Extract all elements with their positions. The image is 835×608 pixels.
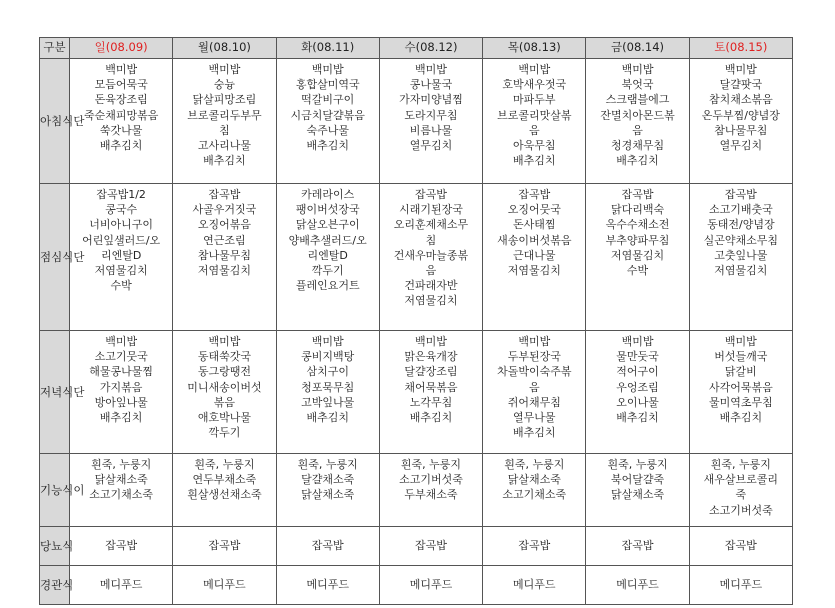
menu-item: 노각무침 [409, 395, 453, 409]
menu-item: 음 [528, 380, 540, 394]
menu-item: 홍합살미역국 [295, 78, 360, 92]
menu-item: 동태쑥갓국 [197, 350, 251, 364]
row-label-line: 아침 [40, 114, 63, 128]
menu-item: 옥수수채소전 [605, 218, 670, 232]
day-sat-header: 토(08.15) [689, 38, 792, 59]
menu-item: 저염물김치 [404, 294, 458, 308]
menu-item: 참치채소볶음 [708, 93, 773, 107]
menu-item: 양배추샐러드/오 [288, 233, 367, 247]
breakfast-row [40, 59, 793, 184]
menu-item: 백미밥 [724, 335, 757, 348]
row-label-line: 식이 [62, 483, 85, 497]
menu-item: 메디푸드 [99, 578, 143, 592]
menu-item: 닭살오븐구이 [295, 218, 360, 232]
diabetic-mon-cell [173, 527, 276, 566]
lunch-mon-cell [173, 184, 276, 331]
menu-item: 콩나물국 [409, 78, 453, 92]
menu-item: 리엔탈D [307, 248, 348, 262]
menu-item: 해물콩나물찜 [89, 365, 154, 379]
diabetic-row-label [40, 527, 74, 566]
menu-item: 침 [425, 233, 437, 247]
lunch-tue-cell [276, 184, 379, 331]
menu-item: 배추김치 [409, 411, 453, 425]
menu-item: 메디푸드 [513, 578, 556, 592]
menu-item: 실곤약채소무침 [703, 233, 779, 247]
menu-item: 건파래자반 [404, 279, 458, 293]
menu-item: 닭살피망조림 [192, 93, 257, 107]
menu-item: 흰죽, 누룽지 [400, 458, 462, 471]
menu-item: 너비아니구이 [89, 218, 154, 232]
diabetic-sat-cell [689, 527, 792, 566]
menu-item: 저염물김치 [507, 264, 561, 278]
lunch-wed-cell [379, 184, 482, 331]
menu-item: 숙주나물 [306, 123, 349, 137]
menu-item: 플레인요거트 [295, 279, 360, 293]
menu-item: 카레라이스 [301, 188, 355, 201]
menu-item: 고박잎나물 [301, 395, 355, 409]
breakfast-wed-cell [379, 59, 482, 184]
lunch-sun-cell [70, 184, 173, 331]
menu-item: 동태전/양념장 [707, 218, 775, 232]
menu-item: 백미밥 [724, 63, 757, 76]
breakfast-fri-cell [586, 59, 689, 184]
menu-item: 흰죽, 누룽지 [504, 458, 565, 471]
menu-item: 배추김치 [306, 139, 349, 153]
row-label-line: 식 [62, 578, 74, 592]
row-label-line: 식단 [62, 385, 85, 399]
menu-item: 백미밥 [311, 63, 344, 76]
menu-item: 소고기버섯죽 [399, 473, 463, 487]
menu-item: 배추김치 [719, 411, 763, 425]
menu-item: 저염물김치 [610, 248, 665, 262]
menu-item: 백미밥 [105, 63, 138, 76]
row-label-line: 식 [62, 539, 74, 553]
row-label-line: 당뇨 [40, 539, 63, 553]
menu-item: 메디푸드 [409, 578, 453, 592]
menu-item: 소고기채소죽 [502, 488, 567, 502]
menu-body [40, 59, 793, 605]
menu-item: 죽 [735, 488, 747, 502]
menu-item: 소고기채소죽 [89, 488, 154, 502]
menu-item: 닭갈비 [724, 365, 757, 379]
menu-item: 백미밥 [518, 335, 551, 348]
weekly-meal-table [39, 37, 793, 605]
row-label-line: 저녁 [40, 385, 63, 399]
breakfast-sat-cell [689, 59, 792, 184]
menu-item: 연근조림 [203, 233, 246, 247]
menu-item: 새우살브로콜리 [703, 473, 779, 487]
menu-item: 쥐어채무침 [507, 395, 561, 409]
diabetic-sun-cell [70, 527, 173, 566]
menu-item: 잡곡밥 [415, 539, 447, 553]
soft-thu-cell [483, 454, 586, 527]
menu-item: 시래기된장국 [399, 203, 463, 217]
menu-item: 닭살채소죽 [610, 488, 665, 502]
menu-item: 흰죽, 누룽지 [194, 458, 255, 471]
menu-item: 가자미양념찜 [399, 93, 463, 107]
menu-item: 닭다리백숙 [610, 203, 665, 217]
menu-item: 열무김치 [409, 139, 453, 153]
menu-item: 콩국수 [105, 203, 138, 217]
menu-item: 숭늉 [213, 78, 236, 92]
day-wed-header: 수(08.12) [379, 38, 482, 59]
menu-item: 적어구이 [616, 365, 659, 379]
menu-item: 배추김치 [306, 411, 349, 425]
menu-item: 저염물김치 [94, 264, 148, 278]
row-label-line: 기능 [40, 483, 63, 497]
soft-sun-cell [70, 454, 173, 527]
menu-item: 닭살채소죽 [507, 473, 561, 487]
menu-item: 달걀채소죽 [301, 473, 355, 487]
menu-item: 배추김치 [513, 426, 556, 440]
menu-item: 두부채소죽 [404, 488, 458, 502]
menu-item: 배추김치 [99, 411, 143, 425]
menu-item: 메디푸드 [616, 578, 659, 592]
menu-item: 소고기버섯죽 [708, 503, 773, 517]
dinner-row-label [40, 331, 85, 454]
menu-item: 흰죽, 누룽지 [297, 458, 358, 471]
menu-item: 스크램블에그 [605, 93, 670, 107]
menu-item: 가지볶음 [99, 380, 143, 394]
menu-item: 백미밥 [208, 335, 241, 348]
menu-item: 미니새송이버섯 [187, 380, 262, 394]
tube-sun-cell [70, 566, 173, 605]
menu-item: 오징어뭇국 [507, 203, 561, 217]
lunch-fri-cell [586, 184, 689, 331]
day-tue-header: 화(08.11) [276, 38, 379, 59]
menu-item: 사골우거짓국 [192, 203, 257, 217]
tube-sat-cell [689, 566, 792, 605]
dinner-sat-cell [689, 331, 792, 454]
menu-item: 잡곡밥 [208, 188, 241, 201]
menu-item: 저염물김치 [714, 264, 768, 278]
row-label-line: 경관 [40, 578, 63, 592]
menu-item: 브로콜리맛살볶 [497, 108, 572, 122]
menu-item: 맑은육개장 [404, 350, 458, 364]
menu-item: 잡곡밥 [415, 188, 447, 201]
menu-item: 동그랑땡전 [197, 365, 251, 379]
menu-item: 백미밥 [415, 63, 447, 76]
menu-item: 쑥갓나물 [99, 123, 143, 137]
breakfast-sun-cell [70, 59, 173, 184]
tube-tue-cell [276, 566, 379, 605]
menu-item: 돈육장조림 [94, 93, 148, 107]
menu-item: 콩비지백탕 [301, 350, 355, 364]
dinner-mon-cell [173, 331, 276, 454]
menu-item: 부추양파무침 [605, 233, 670, 247]
menu-item: 배추김치 [99, 139, 143, 153]
menu-item: 오이나물 [616, 395, 659, 409]
menu-item: 흰살생선채소죽 [187, 488, 262, 502]
menu-item: 음 [632, 123, 643, 137]
menu-item: 배추김치 [616, 154, 659, 168]
menu-item: 흰죽, 누룽지 [607, 458, 668, 471]
menu-item: 돈사태찜 [513, 218, 556, 232]
menu-item: 잡곡밥1/2 [96, 188, 146, 201]
menu-item: 침 [219, 123, 230, 137]
menu-item: 백미밥 [415, 335, 447, 348]
menu-item: 두부된장국 [507, 350, 561, 364]
menu-item: 사각어묵볶음 [708, 380, 773, 394]
menu-item: 비름나물 [409, 123, 453, 137]
menu-item: 백미밥 [518, 63, 551, 76]
menu-item: 팽이버섯장국 [295, 203, 360, 217]
breakfast-tue-cell [276, 59, 379, 184]
lunch-thu-cell [483, 184, 586, 331]
menu-item: 음 [425, 264, 437, 278]
day-thu-header: 목(08.13) [483, 38, 586, 59]
dinner-sun-cell [70, 331, 173, 454]
menu-item: 북어달걀죽 [610, 473, 665, 487]
menu-item: 백미밥 [208, 63, 241, 76]
menu-item: 메디푸드 [719, 578, 763, 592]
menu-item: 잡곡밥 [208, 539, 241, 553]
tube-thu-cell [483, 566, 586, 605]
menu-item: 청경채무침 [610, 139, 665, 153]
menu-item: 오리훈제채소무 [393, 218, 469, 232]
menu-item: 떡갈비구이 [301, 93, 355, 107]
dinner-wed-cell [379, 331, 482, 454]
menu-item: 마파두부 [513, 93, 556, 107]
menu-item: 깍두기 [208, 426, 241, 440]
menu-item: 북엇국 [621, 78, 654, 92]
menu-item: 차돌박이숙주볶 [497, 365, 572, 379]
lunch-row [40, 184, 793, 331]
menu-item: 흰죽, 누룽지 [91, 458, 152, 471]
menu-item: 달걀팟국 [719, 78, 763, 92]
breakfast-row-label [40, 59, 85, 184]
menu-item: 깍두기 [311, 264, 344, 278]
menu-item: 열무김치 [719, 139, 763, 153]
menu-item: 수박 [626, 264, 649, 278]
menu-item: 오징어볶음 [197, 218, 251, 232]
lunch-row-label [40, 184, 85, 331]
row-label-line: 식단 [62, 114, 85, 128]
day-fri-header: 금(08.14) [586, 38, 689, 59]
menu-item: 시금치달걀볶음 [290, 108, 365, 122]
menu-item: 연두부채소죽 [192, 473, 257, 487]
soft-sat-cell [689, 454, 792, 527]
menu-item: 모듬어묵국 [94, 78, 148, 92]
dinner-tue-cell [276, 331, 379, 454]
menu-item: 잡곡밥 [724, 539, 757, 553]
menu-item: 배추김치 [203, 154, 246, 168]
menu-item: 백미밥 [311, 335, 344, 348]
menu-item: 온두부찜/양념장 [701, 108, 780, 122]
menu-item: 건새우마늘종볶 [393, 248, 469, 262]
menu-item: 리엔탈D [100, 248, 142, 262]
menu-item: 닭살채소죽 [94, 473, 148, 487]
menu-item: 방아잎나물 [94, 395, 148, 409]
menu-item: 닭살채소죽 [301, 488, 355, 502]
row-label-line: 식단 [62, 250, 85, 264]
menu-item: 고사리나물 [197, 139, 251, 153]
menu-item: 어린잎샐러드/오 [82, 233, 161, 247]
soft-row [40, 454, 793, 527]
menu-item: 배추김치 [513, 154, 556, 168]
menu-item: 참나물무침 [197, 248, 251, 262]
menu-item: 잡곡밥 [621, 539, 654, 553]
row-label-line: 점심 [40, 250, 63, 264]
menu-item: 잡곡밥 [621, 188, 654, 201]
diabetic-wed-cell [379, 527, 482, 566]
dinner-fri-cell [586, 331, 689, 454]
soft-row-label [40, 454, 85, 527]
menu-item: 물만둣국 [616, 350, 659, 364]
diabetic-fri-cell [586, 527, 689, 566]
menu-item: 잡곡밥 [518, 188, 551, 201]
menu-item: 근대나물 [513, 248, 556, 262]
header-label: 구분 [40, 38, 70, 59]
menu-item: 잡곡밥 [724, 188, 757, 201]
menu-item: 청포묵무침 [301, 380, 355, 394]
tube-row [40, 566, 793, 605]
menu-item: 고춧잎나물 [714, 248, 768, 262]
diabetic-thu-cell [483, 527, 586, 566]
menu-item: 소고기배춧국 [708, 203, 773, 217]
breakfast-mon-cell [173, 59, 276, 184]
tube-wed-cell [379, 566, 482, 605]
day-mon-header: 월(08.10) [173, 38, 276, 59]
soft-fri-cell [586, 454, 689, 527]
menu-item: 배추김치 [616, 411, 659, 425]
menu-item: 음 [528, 123, 540, 137]
menu-item: 열무나물 [513, 411, 556, 425]
menu-item: 참나물무침 [714, 123, 768, 137]
menu-item: 물미역초무침 [708, 395, 773, 409]
menu-item: 죽순채피망볶음 [83, 108, 159, 122]
diabetic-row [40, 527, 793, 566]
menu-item: 잡곡밥 [105, 539, 138, 553]
menu-item: 새송이버섯볶음 [497, 233, 572, 247]
menu-item: 삼치구이 [306, 365, 349, 379]
menu-item: 메디푸드 [306, 578, 349, 592]
menu-item: 소고기뭇국 [94, 350, 148, 364]
dinner-thu-cell [483, 331, 586, 454]
menu-item: 저염물김치 [197, 264, 251, 278]
menu-item: 수박 [110, 279, 132, 293]
menu-item: 볶음 [213, 395, 236, 409]
day-sun-header: 일(08.09) [70, 38, 173, 59]
breakfast-thu-cell [483, 59, 586, 184]
menu-item: 잡곡밥 [518, 539, 551, 553]
header-row [40, 38, 793, 59]
lunch-sat-cell [689, 184, 792, 331]
soft-tue-cell [276, 454, 379, 527]
tube-mon-cell [173, 566, 276, 605]
menu-item: 흰죽, 누룽지 [710, 458, 771, 471]
soft-mon-cell [173, 454, 276, 527]
menu-item: 달걀장조림 [404, 365, 458, 379]
menu-item: 잔멸치아몬드볶 [600, 108, 675, 122]
menu-item: 아욱무침 [513, 139, 556, 153]
menu-item: 호박새우젓국 [502, 78, 567, 92]
tube-fri-cell [586, 566, 689, 605]
menu-item: 백미밥 [621, 335, 654, 348]
tube-row-label [40, 566, 74, 605]
menu-item: 애호박나물 [197, 411, 251, 425]
diabetic-tue-cell [276, 527, 379, 566]
menu-item: 채어묵볶음 [404, 380, 458, 394]
soft-wed-cell [379, 454, 482, 527]
menu-item: 브로콜리두부무 [187, 108, 262, 122]
menu-item: 잡곡밥 [311, 539, 344, 553]
menu-item: 우엉조림 [616, 380, 659, 394]
menu-item: 버섯들깨국 [714, 350, 768, 364]
menu-item: 도라지무침 [404, 108, 458, 122]
menu-item: 메디푸드 [203, 578, 246, 592]
menu-item: 백미밥 [621, 63, 654, 76]
dinner-row [40, 331, 793, 454]
menu-item: 백미밥 [105, 335, 138, 348]
